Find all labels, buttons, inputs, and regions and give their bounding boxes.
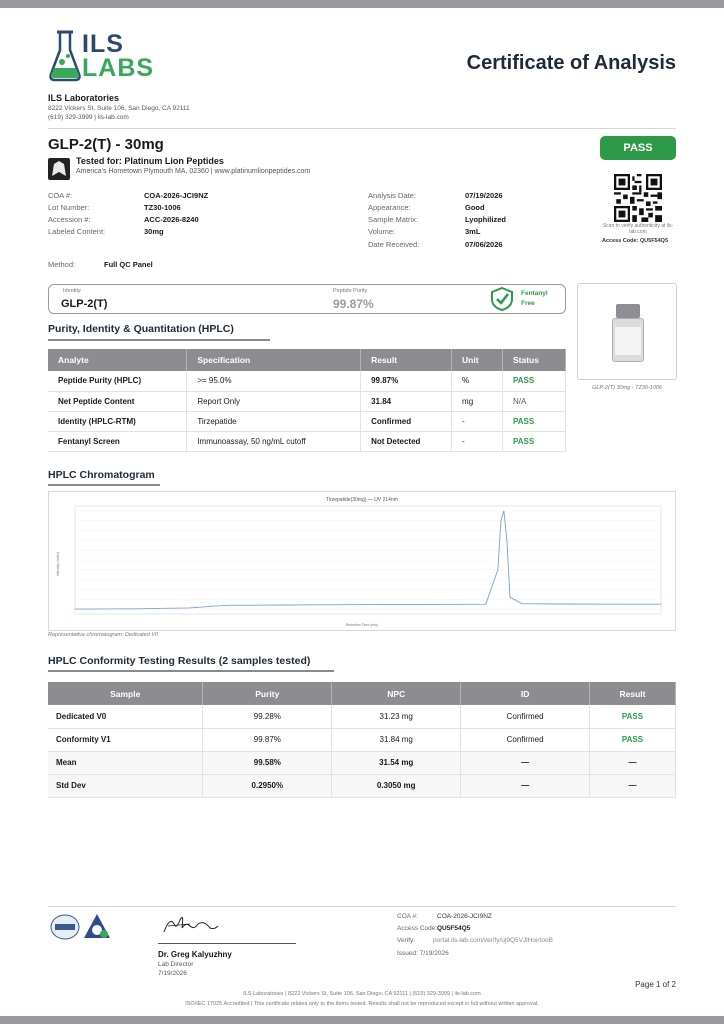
trace-point xyxy=(256,605,257,606)
method-value: Full QC Panel xyxy=(104,260,153,269)
cell-purity: 99.58% xyxy=(203,751,332,774)
conformity-section-title: HPLC Conformity Testing Results (2 samples tested) xyxy=(48,655,311,667)
flask-icon xyxy=(48,28,82,84)
meta-value-volume: 3mL xyxy=(465,227,481,236)
cell-sample: Conformity V1 xyxy=(48,728,203,751)
col-purity: Purity xyxy=(203,682,332,705)
chromatogram-section-title: HPLC Chromatogram xyxy=(48,469,155,481)
trace-point xyxy=(377,604,378,605)
cell-sample: Std Dev xyxy=(48,774,203,797)
purity-label: Peptide Purity xyxy=(333,288,368,294)
col-analyte: Analyte xyxy=(48,349,187,371)
cell-spec: Report Only xyxy=(187,391,361,411)
trace-point xyxy=(661,604,662,605)
trace-point xyxy=(232,605,233,606)
purity-section-title: Purity, Identity & Quantitation (HPLC) xyxy=(48,323,234,335)
trace-point xyxy=(504,511,505,512)
signature-line xyxy=(158,943,296,944)
top-bar xyxy=(0,0,724,8)
page-number: Page 1 of 2 xyxy=(635,980,676,989)
table-row xyxy=(48,774,676,797)
col-unit: Unit xyxy=(452,349,503,371)
footer-verify-link[interactable]: portal.ils-lab.com/verify/uj9Q5VJlHoirtooB xyxy=(433,937,553,944)
chromatogram-svg xyxy=(49,492,675,630)
meta-value-analysis-date: 07/19/2026 xyxy=(465,191,503,200)
overall-pass-badge: PASS xyxy=(600,136,676,160)
signer-title: Lab Director xyxy=(158,961,194,968)
qr-code-icon[interactable] xyxy=(614,174,662,222)
meta-label-volume: Volume: xyxy=(368,227,396,236)
trace-point xyxy=(202,607,203,608)
cell-purity: 99.28% xyxy=(203,705,332,728)
footer-disclaimer-line: ISO/IEC 17025 Accredited | This certificate relates only to the items tested. Results shall not be reproduced except in full without written approval. xyxy=(185,1001,539,1007)
signer-name: Dr. Greg Kalyuzhny xyxy=(158,950,232,959)
cell-result: 99.87% xyxy=(361,371,452,391)
cell-id: Confirmed xyxy=(461,705,590,728)
lab-contact: (619) 329-3999 | ils-lab.com xyxy=(48,114,129,121)
footer-coa-label: COA #: xyxy=(397,913,418,920)
col-result: Result xyxy=(590,682,676,705)
cell-analyte: Identity (HPLC-RTM) xyxy=(48,411,187,431)
meta-label-appearance: Appearance: xyxy=(368,203,411,212)
cell-id: — xyxy=(461,774,590,797)
col-specification: Specification xyxy=(187,349,361,371)
bottom-bar xyxy=(0,1016,724,1024)
access-code-text: Access Code: QU5F54Q5 xyxy=(601,238,669,244)
cell-spec: Tirzepatide xyxy=(187,411,361,431)
trace-point xyxy=(486,604,487,605)
ils-labs-logo xyxy=(48,28,160,84)
table-row xyxy=(48,705,676,728)
col-result: Result xyxy=(361,349,452,371)
chart-title: Tirzepatide(30mg) — UV 214nm xyxy=(326,497,398,503)
qr-scan-text: Scan to verify authenticity at ils-lab.com xyxy=(602,223,674,235)
document-title: Certificate of Analysis xyxy=(466,52,676,74)
table-row xyxy=(48,391,566,411)
signer-date: 7/19/2026 xyxy=(158,970,187,977)
product-vial-image xyxy=(577,283,677,380)
meta-label-content: Labeled Content: xyxy=(48,227,106,236)
trace-point xyxy=(437,604,438,605)
shield-check-icon xyxy=(489,286,515,312)
table-row xyxy=(48,431,566,451)
cell-unit: - xyxy=(452,431,503,451)
cell-result: — xyxy=(590,774,676,797)
meta-value-matrix: Lyophilized xyxy=(465,215,506,224)
cell-id: — xyxy=(461,751,590,774)
cell-status: PASS xyxy=(503,371,566,391)
trace-point xyxy=(75,609,76,610)
lab-address: 8222 Vickers St, Suite 106, San Diego, CA 92111 xyxy=(48,105,190,112)
vial-caption: GLP-2(T) 30mg - TZ30-1006 xyxy=(592,385,662,391)
meta-label-received: Date Received: xyxy=(368,240,420,249)
y-axis-label: Intensity (mAU) xyxy=(56,551,60,577)
product-title: GLP-2(T) - 30mg xyxy=(48,136,164,153)
col-sample: Sample xyxy=(48,682,203,705)
conformity-table xyxy=(48,682,676,798)
identity-value: GLP-2(T) xyxy=(61,298,108,310)
trace-point xyxy=(214,606,215,607)
trace-point xyxy=(105,609,106,610)
meta-value-coa: COA-2026-JCI9NZ xyxy=(144,191,209,200)
section-underline xyxy=(48,484,160,486)
cell-analyte: Net Peptide Content xyxy=(48,391,187,411)
cell-analyte: Peptide Purity (HPLC) xyxy=(48,371,187,391)
cell-spec: Immunoassay, 50 ng/mL cutoff xyxy=(187,431,361,451)
fentanyl-line2: Free xyxy=(521,300,535,307)
vial-cap xyxy=(616,304,640,318)
fentanyl-line1: Fentanyl xyxy=(521,290,548,297)
cell-npc: 0.3050 mg xyxy=(332,774,461,797)
purity-value: 99.87% xyxy=(333,297,374,311)
client-details: America's Hometown Plymouth MA, 02360 | www.platinumlionpeptides.com xyxy=(76,168,311,175)
meta-value-received: 07/06/2026 xyxy=(465,240,503,249)
meta-label-lot: Lot Number: xyxy=(48,203,90,212)
meta-label-matrix: Sample Matrix: xyxy=(368,215,419,224)
col-id: ID xyxy=(461,682,590,705)
cell-npc: 31.84 mg xyxy=(332,728,461,751)
meta-label-analysis-date: Analysis Date: xyxy=(368,191,416,200)
cell-purity: 0.2950% xyxy=(203,774,332,797)
trace-point xyxy=(510,597,511,598)
trace-point xyxy=(507,540,508,541)
iso-certification-icon xyxy=(82,912,112,942)
trace-point xyxy=(165,608,166,609)
cell-unit: - xyxy=(452,411,503,431)
cell-unit: % xyxy=(452,371,503,391)
cell-result: — xyxy=(590,751,676,774)
cell-result: 31.84 xyxy=(361,391,452,411)
trace-point xyxy=(558,604,559,605)
cell-result: PASS xyxy=(590,728,676,751)
footer-verify-label: Verify: xyxy=(397,937,416,944)
identity-summary-box xyxy=(48,284,566,314)
logo-text-labs: LABS xyxy=(82,54,155,82)
divider xyxy=(48,128,676,129)
footer-address-line: ILS Laboratories | 8222 Vickers St, Suite 106, San Diego, CA 92111 | (619) 329-3999 | ils-lab.com xyxy=(243,991,481,997)
meta-label-coa: COA #: xyxy=(48,191,73,200)
meta-value-accession: ACC-2026-8240 xyxy=(144,215,199,224)
identity-label: Identity xyxy=(63,288,81,294)
trace-point xyxy=(286,605,287,606)
cell-purity: 99.87% xyxy=(203,728,332,751)
trace-point xyxy=(135,608,136,609)
cell-id: Confirmed xyxy=(461,728,590,751)
trace-point xyxy=(189,608,190,609)
cell-unit: mg xyxy=(452,391,503,411)
plot-area xyxy=(75,506,662,614)
x-axis-label: Retention Time (min) xyxy=(345,623,379,627)
cell-status: N/A xyxy=(503,391,566,411)
cell-npc: 31.54 mg xyxy=(332,751,461,774)
meta-value-appearance: Good xyxy=(465,203,485,212)
cell-spec: >= 95.0% xyxy=(187,371,361,391)
footer-access-value: QU5F54Q5 xyxy=(437,925,471,932)
vial-label xyxy=(615,327,641,355)
meta-label-accession: Accession #: xyxy=(48,215,91,224)
footer-access-label: Access Code: xyxy=(397,925,438,932)
table-row xyxy=(48,371,566,391)
chromatogram-chart xyxy=(48,491,676,631)
section-underline xyxy=(48,670,334,672)
trace-point xyxy=(498,570,499,571)
cell-sample: Dedicated V0 xyxy=(48,705,203,728)
cell-status: PASS xyxy=(503,411,566,431)
accreditation-seal-icon xyxy=(50,914,80,940)
table-row xyxy=(48,751,676,774)
client-name: Tested for: Platinum Lion Peptides xyxy=(76,156,224,166)
trace-point xyxy=(316,604,317,605)
method-label: Method: xyxy=(48,260,76,269)
footer-divider xyxy=(48,906,676,907)
chromatogram-caption: Representative chromatogram: Dedicated V0 xyxy=(48,632,159,638)
table-row xyxy=(48,411,566,431)
cell-status: PASS xyxy=(503,431,566,451)
cell-sample: Mean xyxy=(48,751,203,774)
col-status: Status xyxy=(503,349,566,371)
cell-result: Confirmed xyxy=(361,411,452,431)
cell-result: PASS xyxy=(590,705,676,728)
cell-result: Not Detected xyxy=(361,431,452,451)
trace-point xyxy=(522,603,523,604)
cell-npc: 31.23 mg xyxy=(332,705,461,728)
section-underline xyxy=(48,339,270,341)
col-npc: NPC xyxy=(332,682,461,705)
table-row xyxy=(48,728,676,751)
client-lion-logo-icon xyxy=(48,158,70,180)
logo-text-ils: ILS xyxy=(82,30,124,58)
meta-value-lot: TZ30-1006 xyxy=(144,203,181,212)
purity-results-table xyxy=(48,349,566,452)
footer-issued: Issued: 7/19/2026 xyxy=(397,950,449,957)
signature-image xyxy=(160,910,220,940)
cell-analyte: Fentanyl Screen xyxy=(48,431,187,451)
trace-point xyxy=(501,520,502,521)
lab-name: ILS Laboratories xyxy=(48,93,120,103)
footer-coa-value: COA-2026-JCI9NZ xyxy=(437,913,492,920)
trace-point xyxy=(618,604,619,605)
meta-value-content: 30mg xyxy=(144,227,164,236)
vial-body xyxy=(612,318,644,362)
